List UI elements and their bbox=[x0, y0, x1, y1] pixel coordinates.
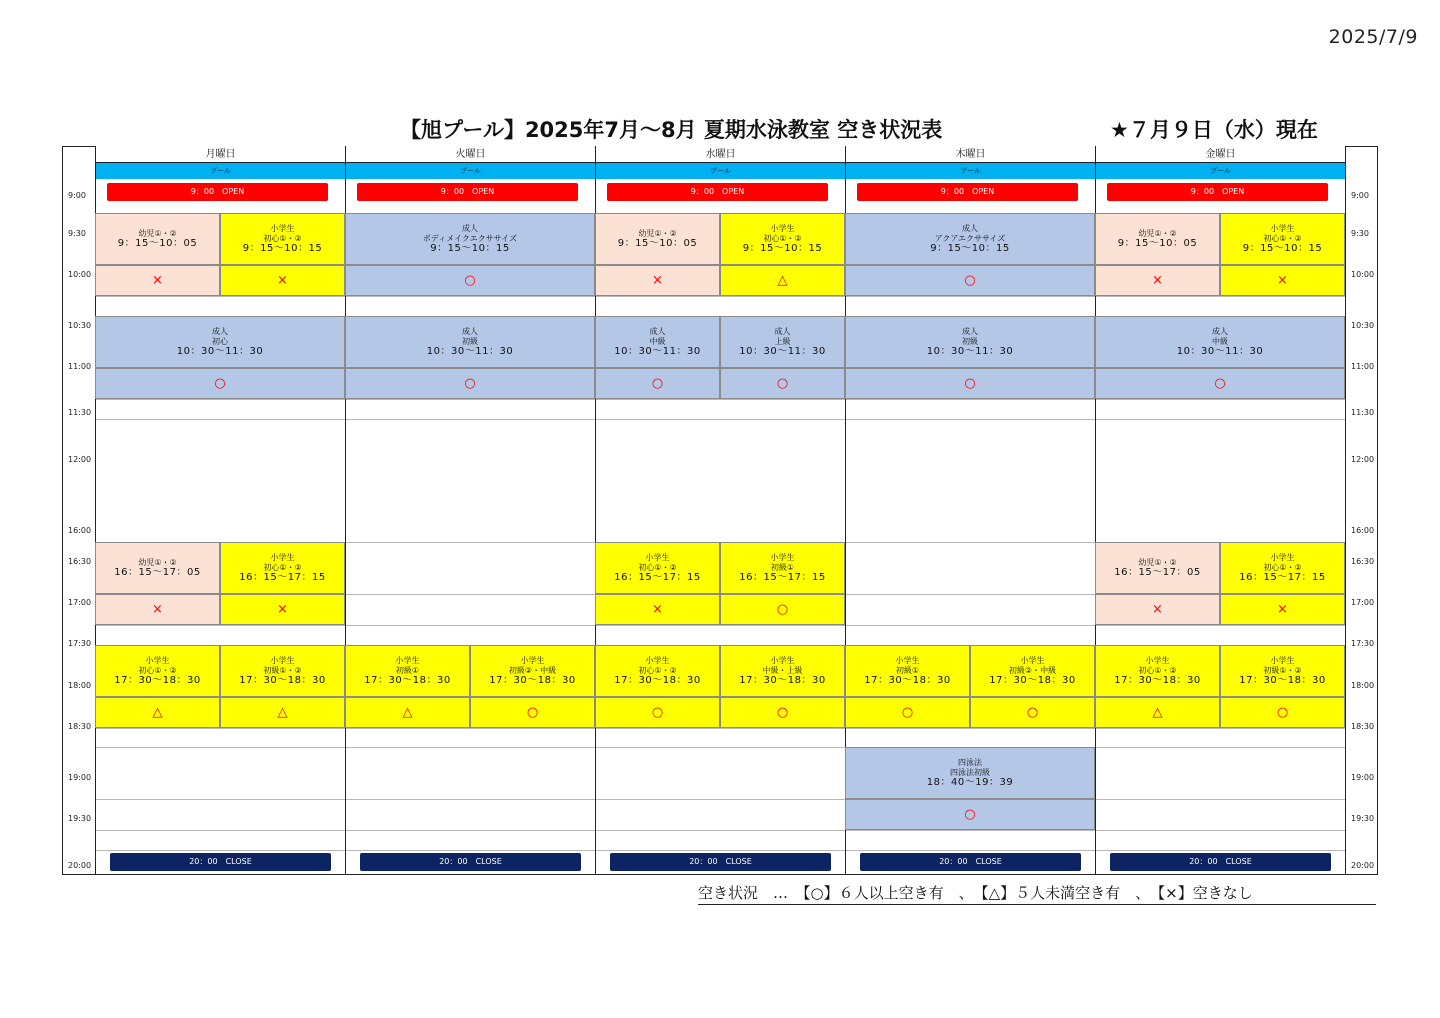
class-time: 16：15～17：05 bbox=[114, 567, 201, 578]
class-name: 小学生 bbox=[270, 224, 295, 233]
class-block bbox=[1220, 645, 1345, 697]
class-name: 小学生 bbox=[1270, 656, 1295, 665]
class-block bbox=[1220, 542, 1345, 594]
class-block bbox=[720, 316, 845, 368]
class-time: 16：15～17：05 bbox=[1114, 567, 1201, 578]
class-time: 17：30～18：30 bbox=[614, 675, 701, 686]
availability-mark: × bbox=[595, 265, 720, 296]
close-badge: 20：00 CLOSE bbox=[360, 853, 581, 871]
availability-mark: × bbox=[220, 265, 345, 296]
time-label: 10:30 bbox=[68, 321, 92, 330]
class-name: 小学生 bbox=[145, 656, 170, 665]
close-badge: 20：00 CLOSE bbox=[610, 853, 831, 871]
class-name: 初心①・② bbox=[263, 234, 302, 243]
class-block bbox=[1095, 213, 1220, 265]
class-block bbox=[1095, 542, 1220, 594]
pool-bar: プール bbox=[1095, 163, 1345, 179]
class-block bbox=[345, 645, 470, 697]
class-block bbox=[345, 213, 595, 265]
class-block bbox=[1095, 316, 1345, 368]
time-label: 17:30 bbox=[1351, 639, 1375, 648]
class-name: 初級①・② bbox=[263, 666, 302, 675]
class-time: 10：30～11：30 bbox=[926, 346, 1014, 357]
class-time: 10：30～11：30 bbox=[176, 346, 264, 357]
class-block bbox=[95, 542, 220, 594]
time-label: 11:00 bbox=[68, 362, 92, 371]
pool-bar: プール bbox=[95, 163, 345, 179]
class-name: 小学生 bbox=[270, 656, 295, 665]
class-name: 成人 bbox=[774, 327, 791, 336]
availability-mark: ○ bbox=[845, 799, 1095, 830]
availability-mark: △ bbox=[345, 697, 470, 728]
time-label: 11:00 bbox=[1351, 362, 1375, 371]
class-name: 幼児①・② bbox=[638, 229, 677, 238]
availability-mark: ○ bbox=[845, 368, 1095, 399]
pool-bar: プール bbox=[595, 163, 845, 179]
availability-mark: × bbox=[1095, 594, 1220, 625]
grid-line bbox=[95, 296, 1345, 297]
availability-mark: △ bbox=[1095, 697, 1220, 728]
class-name: 初級① bbox=[395, 666, 420, 675]
class-time: 17：30～18：30 bbox=[739, 675, 826, 686]
time-label: 16:30 bbox=[1351, 557, 1375, 566]
class-time: 9：15～10：15 bbox=[242, 243, 323, 254]
class-block bbox=[970, 645, 1095, 697]
availability-mark: × bbox=[595, 594, 720, 625]
class-time: 16：15～17：15 bbox=[614, 572, 701, 583]
time-label: 12:00 bbox=[68, 455, 92, 464]
class-name: 中級・上級 bbox=[762, 666, 803, 675]
open-badge: 9：00 OPEN bbox=[1107, 183, 1328, 201]
availability-mark: △ bbox=[95, 697, 220, 728]
open-badge: 9：00 OPEN bbox=[107, 183, 328, 201]
class-name: 幼児①・② bbox=[138, 558, 177, 567]
class-name: 中級 bbox=[649, 337, 666, 346]
class-block bbox=[470, 645, 595, 697]
class-name: 初心①・② bbox=[1263, 563, 1302, 572]
class-time: 17：30～18：30 bbox=[239, 675, 326, 686]
class-name: 幼児①・② bbox=[138, 229, 177, 238]
grid-line bbox=[95, 625, 1345, 626]
availability-mark: × bbox=[95, 265, 220, 296]
close-badge: 20：00 CLOSE bbox=[1110, 853, 1331, 871]
class-block bbox=[220, 645, 345, 697]
class-block bbox=[595, 645, 720, 697]
class-block bbox=[95, 316, 345, 368]
class-block bbox=[595, 542, 720, 594]
grid-line bbox=[95, 747, 1345, 748]
class-block bbox=[845, 316, 1095, 368]
class-block bbox=[845, 747, 1095, 799]
day-header-3: 木曜日 bbox=[845, 146, 1095, 163]
class-block bbox=[845, 213, 1095, 265]
class-block bbox=[1220, 213, 1345, 265]
time-label: 12:00 bbox=[1351, 455, 1375, 464]
day-header-2: 水曜日 bbox=[595, 146, 845, 163]
open-badge: 9：00 OPEN bbox=[607, 183, 828, 201]
time-label: 19:30 bbox=[1351, 814, 1375, 823]
time-label: 16:30 bbox=[68, 557, 92, 566]
class-block bbox=[95, 213, 220, 265]
availability-mark: ○ bbox=[345, 368, 595, 399]
day-header-1: 火曜日 bbox=[345, 146, 595, 163]
availability-mark: ○ bbox=[470, 697, 595, 728]
availability-mark: × bbox=[1220, 594, 1345, 625]
class-name: 初心①・② bbox=[1263, 234, 1302, 243]
class-block bbox=[595, 213, 720, 265]
availability-mark: ○ bbox=[345, 265, 595, 296]
day-header-0: 月曜日 bbox=[95, 146, 345, 163]
class-name: 成人 bbox=[962, 327, 978, 336]
class-time: 10：30～11：30 bbox=[739, 346, 826, 357]
class-name: 初心①・② bbox=[1138, 666, 1177, 675]
class-name: 小学生 bbox=[1145, 656, 1170, 665]
pool-bar: プール bbox=[345, 163, 595, 179]
time-label: 16:00 bbox=[1351, 526, 1375, 535]
time-label: 10:00 bbox=[68, 270, 92, 279]
close-badge: 20：00 CLOSE bbox=[110, 853, 331, 871]
time-label: 18:00 bbox=[68, 681, 92, 690]
class-time: 17：30～18：30 bbox=[364, 675, 451, 686]
time-label: 19:30 bbox=[68, 814, 92, 823]
class-time: 17：30～18：30 bbox=[864, 675, 951, 686]
class-name: 初心 bbox=[212, 337, 228, 346]
class-name: 小学生 bbox=[770, 224, 795, 233]
class-time: 17：30～18：30 bbox=[114, 675, 201, 686]
pool-bar: プール bbox=[845, 163, 1095, 179]
class-name: 小学生 bbox=[520, 656, 545, 665]
class-name: 小学生 bbox=[895, 656, 920, 665]
time-label: 17:00 bbox=[1351, 598, 1375, 607]
class-name: 成人 bbox=[212, 327, 228, 336]
availability-mark: × bbox=[95, 594, 220, 625]
time-label: 18:30 bbox=[1351, 722, 1375, 731]
availability-mark: × bbox=[1220, 265, 1345, 296]
time-label: 9:00 bbox=[1351, 191, 1369, 200]
availability-mark: × bbox=[220, 594, 345, 625]
class-time: 9：15～10：05 bbox=[117, 238, 198, 249]
class-name: 初心①・② bbox=[138, 666, 177, 675]
class-name: 初級① bbox=[895, 666, 920, 675]
class-name: 小学生 bbox=[395, 656, 420, 665]
class-block bbox=[345, 316, 595, 368]
class-time: 9：15～10：15 bbox=[742, 243, 823, 254]
class-time: 9：15～10：15 bbox=[1242, 243, 1323, 254]
availability-mark: ○ bbox=[95, 368, 345, 399]
class-time: 17：30～18：30 bbox=[489, 675, 576, 686]
time-label: 19:00 bbox=[68, 773, 92, 782]
class-name: 初級 bbox=[962, 337, 978, 346]
class-block bbox=[595, 316, 720, 368]
time-label: 16:00 bbox=[68, 526, 92, 535]
class-block bbox=[845, 645, 970, 697]
time-label: 18:00 bbox=[1351, 681, 1375, 690]
class-name: 初級① bbox=[770, 563, 795, 572]
class-name: 小学生 bbox=[1020, 656, 1045, 665]
time-label: 10:00 bbox=[1351, 270, 1375, 279]
grid-line bbox=[95, 728, 1345, 729]
open-badge: 9：00 OPEN bbox=[857, 183, 1078, 201]
class-name: 初級①・② bbox=[1263, 666, 1302, 675]
as-of-date: ★７月９日（水）現在 bbox=[1110, 118, 1318, 142]
legend: 空き状況 … 【○】６人以上空き有 、 【△】５人未満空き有 、 【×】空きなし bbox=[698, 882, 1376, 905]
availability-mark: ○ bbox=[720, 697, 845, 728]
class-name: 成人 bbox=[462, 224, 478, 233]
class-time: 17：30～18：30 bbox=[1239, 675, 1326, 686]
class-time: 9：15～10：05 bbox=[1117, 238, 1198, 249]
class-name: 中級 bbox=[1212, 337, 1228, 346]
grid-line bbox=[95, 399, 1345, 400]
availability-mark: ○ bbox=[845, 265, 1095, 296]
availability-mark: ○ bbox=[720, 594, 845, 625]
time-label: 9:30 bbox=[68, 229, 86, 238]
class-block bbox=[720, 213, 845, 265]
class-time: 16：15～17：15 bbox=[239, 572, 326, 583]
availability-mark: △ bbox=[720, 265, 845, 296]
class-time: 16：15～17：15 bbox=[1239, 572, 1326, 583]
time-label: 10:30 bbox=[1351, 321, 1375, 330]
class-name: 成人 bbox=[962, 224, 978, 233]
class-block bbox=[720, 645, 845, 697]
day-header-4: 金曜日 bbox=[1095, 146, 1345, 163]
class-name: 幼児①・② bbox=[1138, 229, 1177, 238]
print-date: 2025/7/9 bbox=[1328, 26, 1418, 48]
class-time: 16：15～17：15 bbox=[739, 572, 826, 583]
time-label: 9:00 bbox=[68, 191, 86, 200]
class-time: 9：15～10：15 bbox=[430, 243, 510, 254]
page-title: 【旭プール】2025年7月～8月 夏期水泳教室 空き状況表 bbox=[400, 118, 943, 142]
class-name: 上級 bbox=[774, 337, 791, 346]
class-name: 小学生 bbox=[1270, 224, 1295, 233]
class-name: 小学生 bbox=[1270, 553, 1295, 562]
grid-line bbox=[95, 830, 1345, 831]
class-name: 初心①・② bbox=[638, 563, 677, 572]
class-name: 小学生 bbox=[645, 553, 670, 562]
class-time: 17：30～18：30 bbox=[989, 675, 1076, 686]
time-label: 17:00 bbox=[68, 598, 92, 607]
class-name: 幼児①・② bbox=[1138, 558, 1177, 567]
class-time: 10：30～11：30 bbox=[1176, 346, 1264, 357]
time-label: 11:30 bbox=[1351, 408, 1375, 417]
availability-mark: ○ bbox=[720, 368, 845, 399]
class-block bbox=[1095, 645, 1220, 697]
grid-line bbox=[95, 799, 1345, 800]
time-label: 9:30 bbox=[1351, 229, 1369, 238]
class-block bbox=[95, 645, 220, 697]
class-name: 初級②・中級 bbox=[508, 666, 557, 675]
time-label: 19:00 bbox=[1351, 773, 1375, 782]
availability-mark: ○ bbox=[970, 697, 1095, 728]
class-name: 初心①・② bbox=[763, 234, 802, 243]
availability-mark: ○ bbox=[595, 697, 720, 728]
class-name: 初心①・② bbox=[638, 666, 677, 675]
availability-mark: ○ bbox=[1095, 368, 1345, 399]
time-label: 20:00 bbox=[68, 861, 92, 870]
time-label: 17:30 bbox=[68, 639, 92, 648]
class-time: 10：30～11：30 bbox=[426, 346, 514, 357]
column-divider bbox=[1345, 146, 1346, 875]
availability-mark: ○ bbox=[1220, 697, 1345, 728]
availability-mark: ○ bbox=[595, 368, 720, 399]
class-name: 初心①・② bbox=[263, 563, 302, 572]
class-time: 9：15～10：15 bbox=[930, 243, 1010, 254]
availability-mark: × bbox=[1095, 265, 1220, 296]
open-badge: 9：00 OPEN bbox=[357, 183, 578, 201]
class-name: 小学生 bbox=[770, 553, 795, 562]
time-label: 18:30 bbox=[68, 722, 92, 731]
class-name: 小学生 bbox=[770, 656, 795, 665]
class-name: 成人 bbox=[462, 327, 478, 336]
class-name: 初級 bbox=[462, 337, 478, 346]
time-label: 20:00 bbox=[1351, 861, 1375, 870]
class-name: 成人 bbox=[649, 327, 666, 336]
time-label: 11:30 bbox=[68, 408, 92, 417]
class-block bbox=[220, 542, 345, 594]
class-block bbox=[220, 213, 345, 265]
grid-line bbox=[95, 419, 1345, 420]
class-name: 四泳法 bbox=[958, 758, 982, 767]
class-name: ボディメイクエクササイズ bbox=[422, 234, 518, 243]
class-block bbox=[720, 542, 845, 594]
class-name: 成人 bbox=[1212, 327, 1228, 336]
class-name: アクアエクササイズ bbox=[934, 234, 1006, 243]
close-badge: 20：00 CLOSE bbox=[860, 853, 1081, 871]
class-name: 四泳法初級 bbox=[950, 768, 990, 777]
availability-mark: △ bbox=[220, 697, 345, 728]
class-name: 小学生 bbox=[645, 656, 670, 665]
class-time: 10：30～11：30 bbox=[614, 346, 701, 357]
class-time: 9：15～10：05 bbox=[617, 238, 698, 249]
class-name: 初級②・中級 bbox=[1008, 666, 1057, 675]
availability-mark: ○ bbox=[845, 697, 970, 728]
class-time: 18：40～19：39 bbox=[926, 777, 1014, 788]
class-name: 小学生 bbox=[270, 553, 295, 562]
class-time: 17：30～18：30 bbox=[1114, 675, 1201, 686]
grid-line bbox=[95, 850, 1345, 851]
